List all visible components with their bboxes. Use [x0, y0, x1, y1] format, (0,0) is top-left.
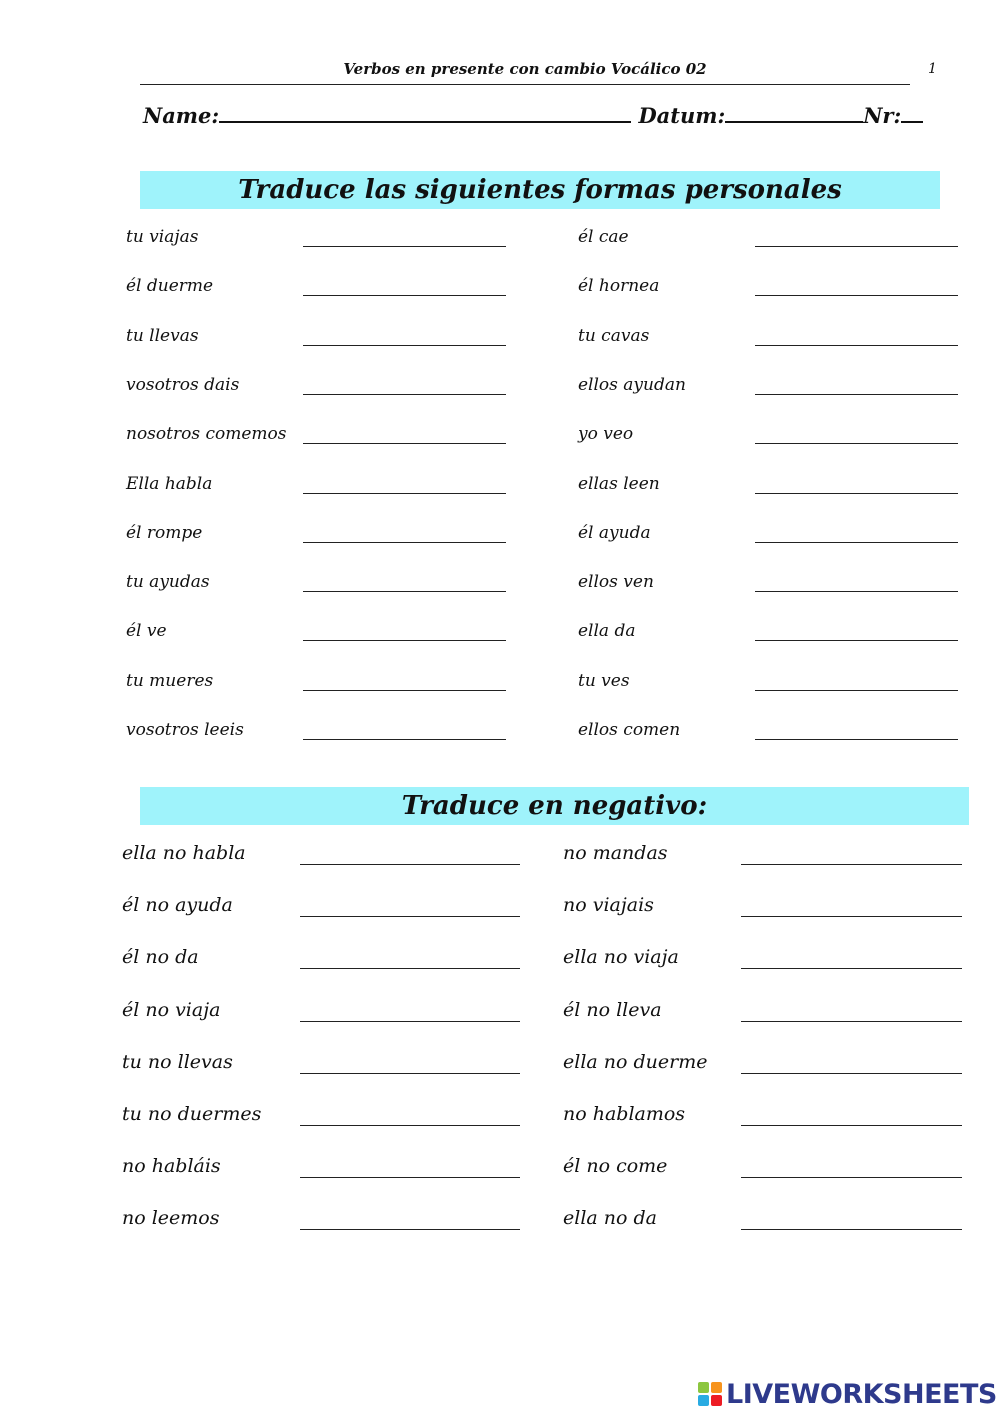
answer-blank-left[interactable]: [303, 345, 506, 346]
answer-blank-right[interactable]: [755, 295, 958, 296]
answer-blank-left[interactable]: [300, 1125, 520, 1126]
answer-blank-right[interactable]: [741, 1229, 962, 1230]
answer-blank-left[interactable]: [303, 640, 506, 641]
answer-blank-left[interactable]: [303, 295, 506, 296]
prompt-right: no hablamos: [563, 1103, 686, 1125]
prompt-left: él duerme: [126, 276, 214, 297]
prompt-left: él ve: [126, 621, 167, 642]
answer-blank-left[interactable]: [303, 591, 506, 592]
prompt-right: él ayuda: [578, 522, 651, 543]
section-2-title: Traduce en negativo:: [140, 787, 969, 825]
prompt-left: tu mueres: [126, 670, 214, 691]
date-label: Datum:: [638, 103, 726, 128]
exercise-row: [0, 894, 1000, 924]
exercise-row: [0, 1103, 1000, 1133]
answer-blank-left[interactable]: [300, 1177, 520, 1178]
page-number: 1: [928, 61, 937, 77]
answer-blank-left[interactable]: [300, 864, 520, 865]
exercise-row: [0, 474, 1000, 504]
worksheet-header-title: Verbos en presente con cambio Vocálico 02: [343, 60, 707, 78]
exercise-row: [0, 720, 1000, 750]
prompt-right: ella no viaja: [563, 946, 679, 969]
prompt-right: tu ves: [578, 670, 630, 691]
name-field[interactable]: [219, 103, 631, 123]
prompt-left: él rompe: [126, 522, 203, 543]
prompt-right: ella da: [578, 621, 636, 642]
prompt-left: Ella habla: [126, 473, 213, 494]
exercise-row: [0, 1207, 1000, 1237]
prompt-right: ellos ayudan: [578, 374, 686, 395]
answer-blank-left[interactable]: [303, 739, 506, 740]
brand-name: LIVEWORKSHEETS: [726, 1378, 997, 1410]
answer-blank-right[interactable]: [755, 591, 958, 592]
prompt-left: no leemos: [122, 1207, 220, 1230]
prompt-right: yo veo: [578, 424, 634, 445]
answer-blank-right[interactable]: [741, 1073, 962, 1074]
answer-blank-right[interactable]: [741, 1177, 962, 1178]
exercise-row: [0, 946, 1000, 976]
exercise-row: [0, 1051, 1000, 1081]
answer-blank-right[interactable]: [755, 246, 958, 247]
exercise-row: [0, 621, 1000, 651]
answer-blank-right[interactable]: [755, 493, 958, 494]
answer-blank-right[interactable]: [755, 394, 958, 395]
prompt-left: tu no duermes: [122, 1103, 262, 1125]
prompt-left: él no viaja: [122, 998, 221, 1021]
answer-blank-right[interactable]: [755, 345, 958, 346]
number-label: Nr:: [863, 103, 902, 128]
prompt-right: ellos comen: [578, 720, 681, 740]
answer-blank-right[interactable]: [755, 443, 958, 444]
exercise-row: [0, 227, 1000, 257]
answer-blank-left[interactable]: [303, 394, 506, 395]
answer-blank-left[interactable]: [303, 246, 506, 247]
prompt-left: no habláis: [122, 1155, 221, 1178]
answer-blank-right[interactable]: [755, 542, 958, 543]
prompt-left: ella no habla: [122, 842, 246, 864]
exercise-row: [0, 1155, 1000, 1185]
answer-blank-left[interactable]: [303, 690, 506, 691]
answer-blank-left[interactable]: [300, 1229, 520, 1230]
prompt-right: ellos ven: [578, 572, 654, 593]
exercise-row: [0, 276, 1000, 306]
prompt-right: ella no da: [563, 1207, 657, 1230]
exercise-row: [0, 375, 1000, 405]
answer-blank-right[interactable]: [741, 1125, 962, 1126]
prompt-left: vosotros dais: [126, 374, 240, 395]
prompt-left: tu llevas: [126, 325, 199, 346]
exercise-row: [0, 326, 1000, 356]
prompt-left: vosotros leeis: [126, 720, 244, 740]
prompt-left: nosotros comemos: [126, 424, 287, 445]
prompt-left: él no ayuda: [122, 894, 233, 917]
liveworksheets-logo: [698, 1378, 997, 1410]
answer-blank-right[interactable]: [741, 864, 962, 865]
answer-blank-left[interactable]: [300, 1073, 520, 1074]
answer-blank-left[interactable]: [300, 968, 520, 969]
prompt-right: él cae: [578, 227, 629, 247]
answer-blank-left[interactable]: [300, 916, 520, 917]
answer-blank-right[interactable]: [741, 1021, 962, 1022]
exercise-row: [0, 842, 1000, 872]
name-label: Name:: [143, 103, 220, 128]
answer-blank-left[interactable]: [303, 493, 506, 494]
exercise-row: [0, 671, 1000, 701]
prompt-right: tu cavas: [578, 325, 650, 346]
answer-blank-right[interactable]: [755, 739, 958, 740]
answer-blank-right[interactable]: [755, 690, 958, 691]
prompt-left: tu viajas: [126, 227, 199, 247]
prompt-right: él no lleva: [563, 998, 662, 1021]
prompt-right: ella no duerme: [563, 1050, 708, 1073]
answer-blank-left[interactable]: [300, 1021, 520, 1022]
section-1-title: Traduce las siguientes formas personales: [140, 171, 940, 209]
answer-blank-left[interactable]: [303, 443, 506, 444]
prompt-right: él no come: [563, 1155, 668, 1178]
exercise-row: [0, 424, 1000, 454]
exercise-row: [0, 523, 1000, 553]
prompt-left: tu no llevas: [122, 1050, 233, 1073]
exercise-row: [0, 572, 1000, 602]
prompt-right: no mandas: [563, 842, 668, 864]
answer-blank-right[interactable]: [755, 640, 958, 641]
prompt-left: él no da: [122, 946, 199, 969]
prompt-right: él hornea: [578, 276, 660, 297]
prompt-left: tu ayudas: [126, 572, 210, 593]
number-field[interactable]: [901, 103, 923, 123]
answer-blank-left[interactable]: [303, 542, 506, 543]
student-info-row: [143, 103, 943, 128]
date-field[interactable]: [725, 103, 863, 123]
prompt-right: no viajais: [563, 894, 654, 917]
liveworksheets-mark-icon: [698, 1382, 722, 1406]
answer-blank-right[interactable]: [741, 916, 962, 917]
prompt-right: ellas leen: [578, 473, 660, 494]
answer-blank-right[interactable]: [741, 968, 962, 969]
exercise-row: [0, 999, 1000, 1029]
